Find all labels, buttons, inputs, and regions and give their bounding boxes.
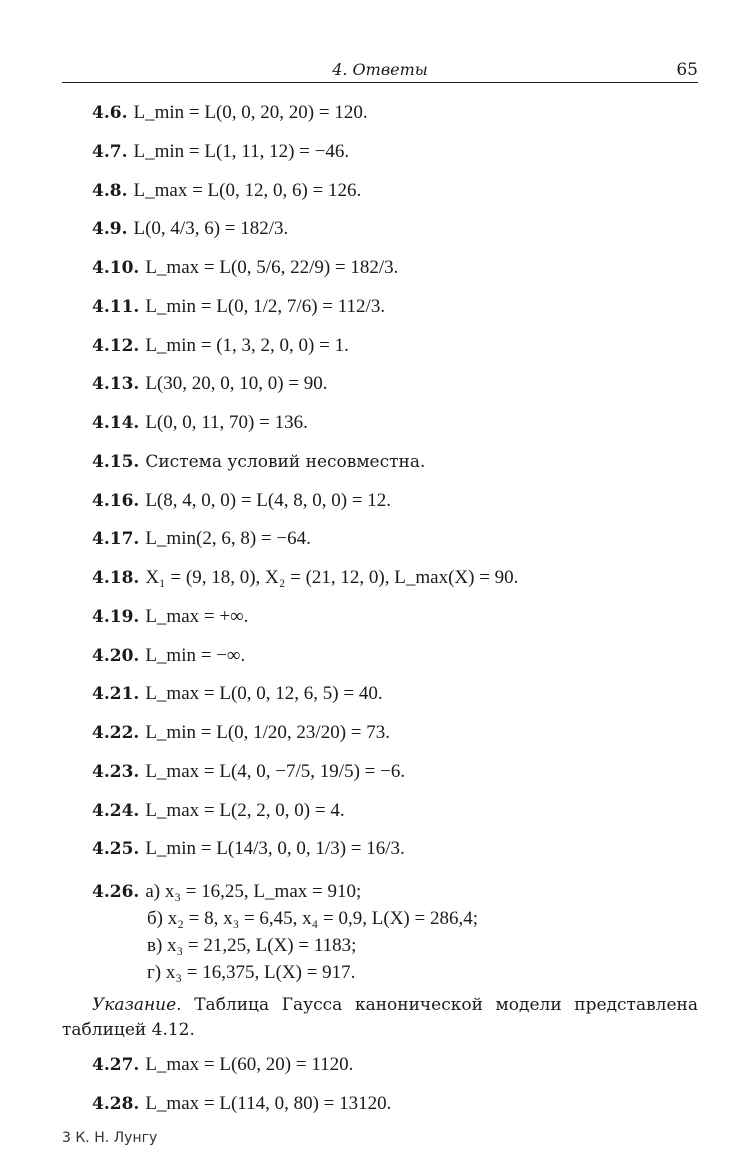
- answer-item: [92, 1052, 698, 1091]
- answer-formula: L_max = L(114, 0, 80) = 13120.: [145, 1092, 392, 1114]
- page-number: 65: [676, 60, 698, 80]
- answer-formula: г) x₃ = 16,375, L(X) = 917.: [147, 962, 356, 983]
- answer-formula: L(0, 0, 11, 70) = 136.: [145, 412, 308, 433]
- answer-number: 4.7.: [92, 141, 128, 162]
- answer-item: [92, 371, 698, 410]
- answer-item: [92, 333, 698, 372]
- answer-formula: L_min(2, 6, 8) = −64.: [145, 528, 311, 550]
- answer-formula: L_max = L(60, 20) = 1120.: [145, 1054, 354, 1075]
- answer-number: 4.8.: [92, 180, 128, 201]
- answer-item: [92, 255, 698, 294]
- answer-formula: L_min = (1, 3, 2, 0, 0) = 1.: [145, 334, 349, 356]
- answer-item: [92, 565, 698, 604]
- answer-item: [92, 604, 698, 643]
- answer-item: [92, 1091, 698, 1130]
- answer-item: [92, 216, 698, 255]
- answer-number: 4.26.: [92, 882, 140, 902]
- answer-part: [92, 934, 698, 961]
- answer-item: [92, 410, 698, 449]
- answer-number: 4.25.: [92, 839, 140, 860]
- answer-number: 4.10.: [92, 258, 140, 278]
- answer-item: [92, 798, 698, 837]
- answer-number: 4.23.: [92, 761, 140, 782]
- answer-formula: L_max = L(0, 5/6, 22/9) = 182/3.: [145, 257, 399, 278]
- answer-text: Система условий несовместна.: [145, 451, 426, 472]
- running-header: [62, 56, 698, 83]
- answer-number: 4.24.: [92, 800, 140, 821]
- answer-part: [92, 880, 698, 907]
- answer-number: 4.9.: [92, 219, 128, 240]
- answer-part: [92, 961, 698, 988]
- answer-number: 4.22.: [92, 723, 140, 743]
- answer-number: 4.11.: [92, 296, 140, 317]
- answer-number: 4.21.: [92, 684, 140, 705]
- answers-list: [92, 1052, 698, 1130]
- answer-number: 4.15.: [92, 451, 140, 472]
- answer-formula: L(8, 4, 0, 0) = L(4, 8, 0, 0) = 12.: [145, 489, 392, 511]
- answer-item: [92, 139, 698, 178]
- answers-list: [92, 100, 698, 875]
- answer-formula: L(30, 20, 0, 10, 0) = 90.: [145, 373, 328, 395]
- answer-formula: L_min = L(0, 0, 20, 20) = 120.: [133, 102, 368, 123]
- answer-formula: L(0, 4/3, 6) = 182/3.: [133, 218, 289, 240]
- answer-number: 4.28.: [92, 1093, 140, 1114]
- answer-number: 4.16.: [92, 490, 140, 511]
- hint-note: [62, 993, 698, 1043]
- answer-item: [92, 643, 698, 682]
- answer-formula: L_max = L(2, 2, 0, 0) = 4.: [145, 799, 345, 821]
- answer-item: [92, 294, 698, 333]
- chapter-title: 4. Ответы: [332, 60, 428, 79]
- answer-formula: L_min = L(14/3, 0, 0, 1/3) = 16/3.: [145, 838, 405, 860]
- answer-formula: X₁ = (9, 18, 0), X₂ = (21, 12, 0), L_max(X) = 90.: [145, 567, 519, 588]
- answer-item: [92, 178, 698, 217]
- answer-item: [92, 720, 698, 759]
- answer-item: [92, 759, 698, 798]
- answer-number: 4.13.: [92, 374, 140, 395]
- answer-item: [92, 100, 698, 139]
- hint-text: Таблица Гаусса канонической модели представлена таблицей 4.12.: [62, 995, 698, 1040]
- hint-label: Указание.: [92, 995, 182, 1015]
- answer-number: 4.12.: [92, 335, 140, 356]
- answer-item: [92, 488, 698, 527]
- answer-formula: б) x₂ = 8, x₃ = 6,45, x₄ = 0,9, L(X) = 286,4;: [147, 908, 478, 929]
- answer-number: 4.27.: [92, 1055, 140, 1075]
- answer-formula: L_min = −∞.: [145, 644, 246, 666]
- answer-item: [92, 449, 698, 488]
- answer-formula: L_min = L(0, 1/20, 23/20) = 73.: [145, 722, 390, 743]
- answer-formula: а) x₃ = 16,25, L_max = 910;: [145, 881, 362, 902]
- answer-formula: L_max = +∞.: [145, 605, 249, 627]
- answer-item: [92, 836, 698, 875]
- answer-formula: в) x₃ = 21,25, L(X) = 1183;: [147, 935, 357, 956]
- answer-item-multipart: [92, 880, 698, 988]
- answer-number: 4.14.: [92, 413, 140, 433]
- answer-item: [92, 681, 698, 720]
- answer-number: 4.20.: [92, 645, 140, 666]
- signature-footer: 3 К. Н. Лунгу: [62, 1130, 158, 1146]
- answer-formula: L_max = L(0, 0, 12, 6, 5) = 40.: [145, 683, 383, 705]
- answer-number: 4.18.: [92, 568, 140, 588]
- answer-formula: L_min = L(0, 1/2, 7/6) = 112/3.: [145, 295, 386, 317]
- answer-number: 4.19.: [92, 606, 140, 627]
- answer-formula: L_min = L(1, 11, 12) = −46.: [133, 140, 350, 162]
- answer-formula: L_max = L(4, 0, −7/5, 19/5) = −6.: [145, 760, 406, 782]
- answer-number: 4.17.: [92, 529, 140, 550]
- answer-part: [92, 907, 698, 934]
- answer-item: [92, 526, 698, 565]
- answer-number: 4.6.: [92, 103, 128, 123]
- answer-formula: L_max = L(0, 12, 0, 6) = 126.: [133, 179, 362, 201]
